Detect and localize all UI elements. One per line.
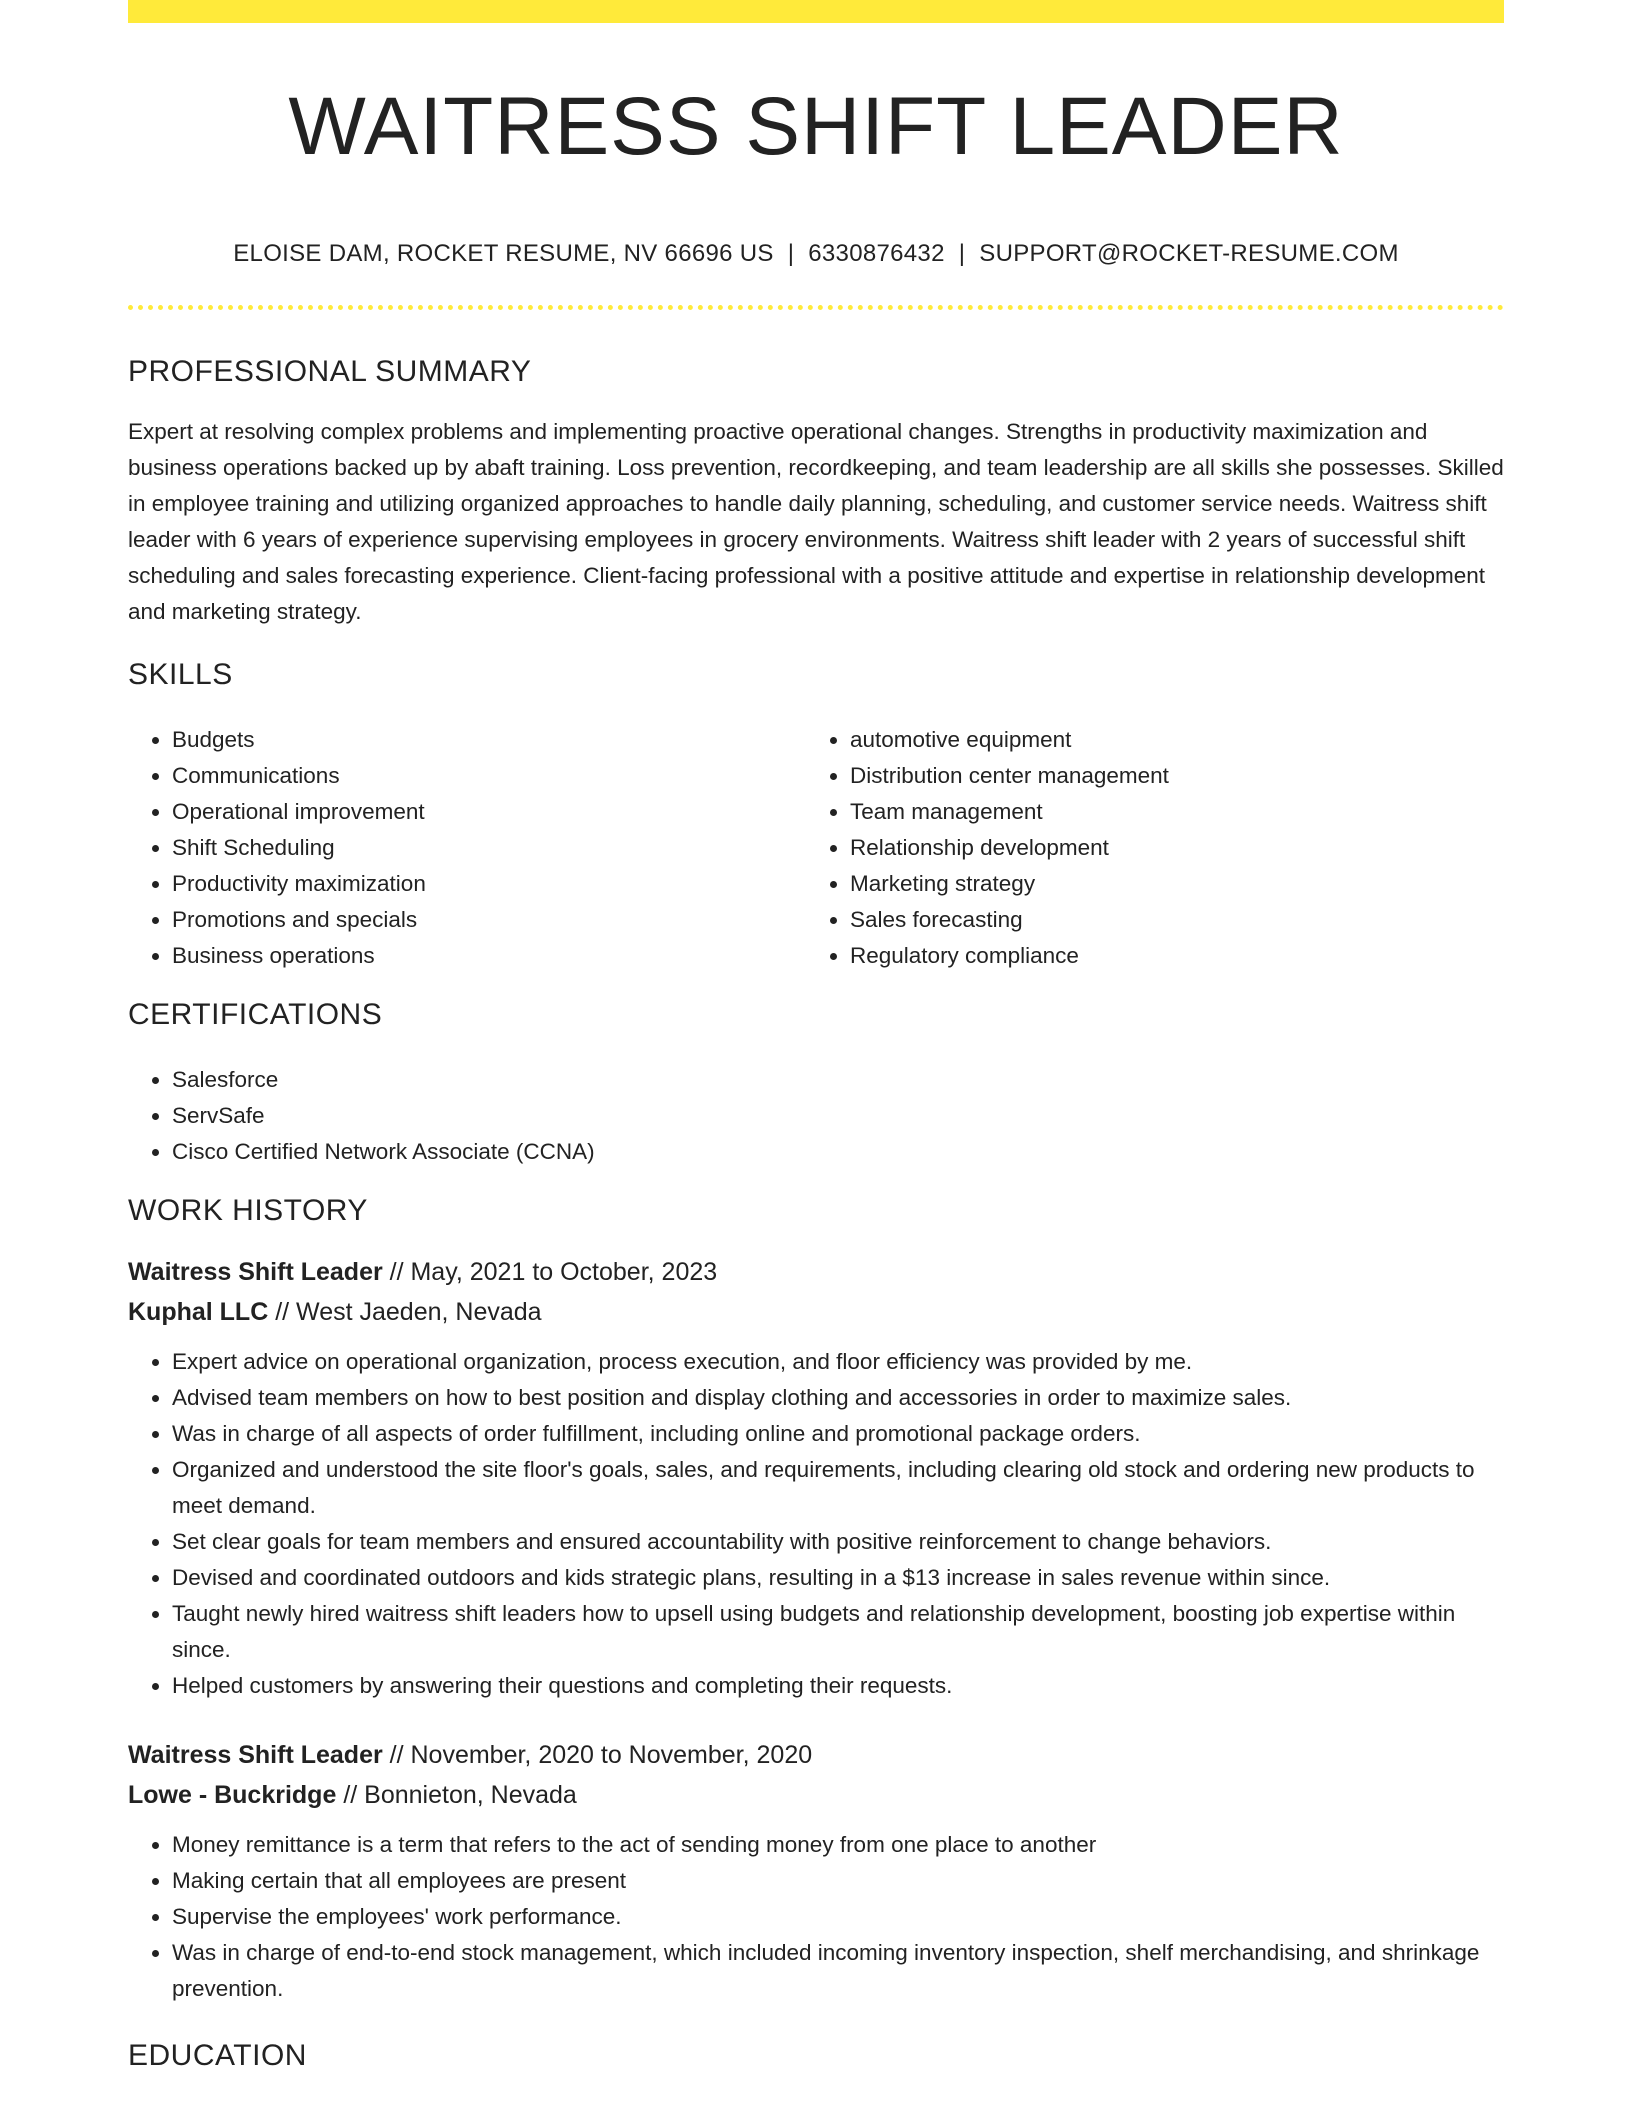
job-dates: // November, 2020 to November, 2020 bbox=[382, 1741, 813, 1769]
job-bullet: • Devised and coordinated outdoors and kids strategic plans, resulting in a $13 increase in sales revenue within since. bbox=[172, 1560, 1504, 1596]
job-location: // Bonnieton, Nevada bbox=[336, 1781, 577, 1809]
certifications-heading: CERTIFICATIONS bbox=[128, 998, 383, 1031]
skill-item: • Operational improvement bbox=[172, 794, 806, 830]
certifications-list bbox=[128, 1062, 1504, 1170]
skill-item: • Relationship development bbox=[850, 830, 1484, 866]
contact-separator: | bbox=[958, 240, 966, 267]
skill-item: • Regulatory compliance bbox=[850, 938, 1484, 974]
skills-heading: SKILLS bbox=[128, 658, 233, 691]
job-entry bbox=[128, 1252, 1504, 1704]
skill-item: • Promotions and specials bbox=[172, 902, 806, 938]
contact-address: ELOISE DAM, ROCKET RESUME, NV 66696 US bbox=[233, 240, 774, 267]
skill-item: • Sales forecasting bbox=[850, 902, 1484, 938]
job-bullet: • Expert advice on operational organization, process execution, and floor efficiency was provided by me. bbox=[172, 1344, 1504, 1380]
education-heading: EDUCATION bbox=[128, 2039, 307, 2072]
job-role: Waitress Shift Leader bbox=[128, 1258, 383, 1286]
skills-column-right bbox=[806, 722, 1484, 974]
dotted-divider bbox=[128, 305, 1504, 310]
job-bullets bbox=[128, 1344, 1504, 1704]
skill-item: • Distribution center management bbox=[850, 758, 1484, 794]
certification-item: • Cisco Certified Network Associate (CCNA) bbox=[172, 1134, 1504, 1170]
skill-item: • Team management bbox=[850, 794, 1484, 830]
job-bullet: • Helped customers by answering their questions and completing their requests. bbox=[172, 1668, 1504, 1704]
job-bullets bbox=[128, 1827, 1504, 2007]
certification-item: • Salesforce bbox=[172, 1062, 1504, 1098]
job-location: // West Jaeden, Nevada bbox=[268, 1298, 542, 1326]
skill-item: • Business operations bbox=[172, 938, 806, 974]
job-bullet: • Was in charge of all aspects of order fulfillment, including online and promotional package orders. bbox=[172, 1416, 1504, 1452]
candidate-title: WAITRESS SHIFT LEADER bbox=[288, 81, 1344, 172]
job-bullet: • Supervise the employees' work performance. bbox=[172, 1899, 1504, 1935]
skill-item: • Communications bbox=[172, 758, 806, 794]
job-bullet: • Organized and understood the site floor's goals, sales, and requirements, including clearing old stock and ordering new products to meet demand. bbox=[172, 1452, 1504, 1524]
summary-text: Expert at resolving complex problems and implementing proactive operational changes. Strengths in productivity maximization and business operations backed up by abaft training. Loss prevention, recordkeeping, and team leadership are all skills she possesses. Skilled in employee training and utilizing organized approaches to handle daily planning, scheduling, and customer service needs. Waitress shift leader with 6 years of experience supervising employees in grocery environments. Waitress shift leader with 2 years of successful shift scheduling and sales forecasting experience. Client-facing professional with a positive attitude and expertise in relationship development and marketing strategy. bbox=[128, 419, 1504, 624]
contact-separator: | bbox=[787, 240, 795, 267]
work-history-heading: WORK HISTORY bbox=[128, 1194, 368, 1227]
skill-item: • Productivity maximization bbox=[172, 866, 806, 902]
contact-phone: 6330876432 bbox=[808, 240, 945, 267]
job-bullet: • Was in charge of end-to-end stock management, which included incoming inventory inspection, shelf merchandising, and shrinkage prevention. bbox=[172, 1935, 1504, 2007]
job-bullet: • Set clear goals for team members and ensured accountability with positive reinforcement to change behaviors. bbox=[172, 1524, 1504, 1560]
contact-line bbox=[128, 236, 1504, 272]
job-entry bbox=[128, 1735, 1504, 2007]
skill-item: • Marketing strategy bbox=[850, 866, 1484, 902]
skill-item: • Budgets bbox=[172, 722, 806, 758]
job-dates: // May, 2021 to October, 2023 bbox=[382, 1258, 718, 1286]
skills-list bbox=[128, 722, 1504, 974]
accent-top-bar bbox=[128, 0, 1504, 23]
job-role: Waitress Shift Leader bbox=[128, 1741, 383, 1769]
job-company-line bbox=[128, 1292, 1504, 1332]
certification-item: • ServSafe bbox=[172, 1098, 1504, 1134]
contact-email: SUPPORT@ROCKET-RESUME.COM bbox=[979, 240, 1399, 267]
job-bullet: • Advised team members on how to best position and display clothing and accessories in order to maximize sales. bbox=[172, 1380, 1504, 1416]
job-bullet: • Making certain that all employees are present bbox=[172, 1863, 1504, 1899]
job-bullet: • Money remittance is a term that refers to the act of sending money from one place to another bbox=[172, 1827, 1504, 1863]
job-title-line bbox=[128, 1735, 1504, 1775]
job-company: Kuphal LLC bbox=[128, 1298, 269, 1326]
job-company-line bbox=[128, 1775, 1504, 1815]
job-title-line bbox=[128, 1252, 1504, 1292]
skill-item: • Shift Scheduling bbox=[172, 830, 806, 866]
skills-column-left bbox=[128, 722, 806, 974]
job-company: Lowe - Buckridge bbox=[128, 1781, 337, 1809]
job-bullet: • Taught newly hired waitress shift leaders how to upsell using budgets and relationship development, boosting job expertise within since. bbox=[172, 1596, 1504, 1668]
summary-heading: PROFESSIONAL SUMMARY bbox=[128, 355, 532, 388]
skill-item: • automotive equipment bbox=[850, 722, 1484, 758]
